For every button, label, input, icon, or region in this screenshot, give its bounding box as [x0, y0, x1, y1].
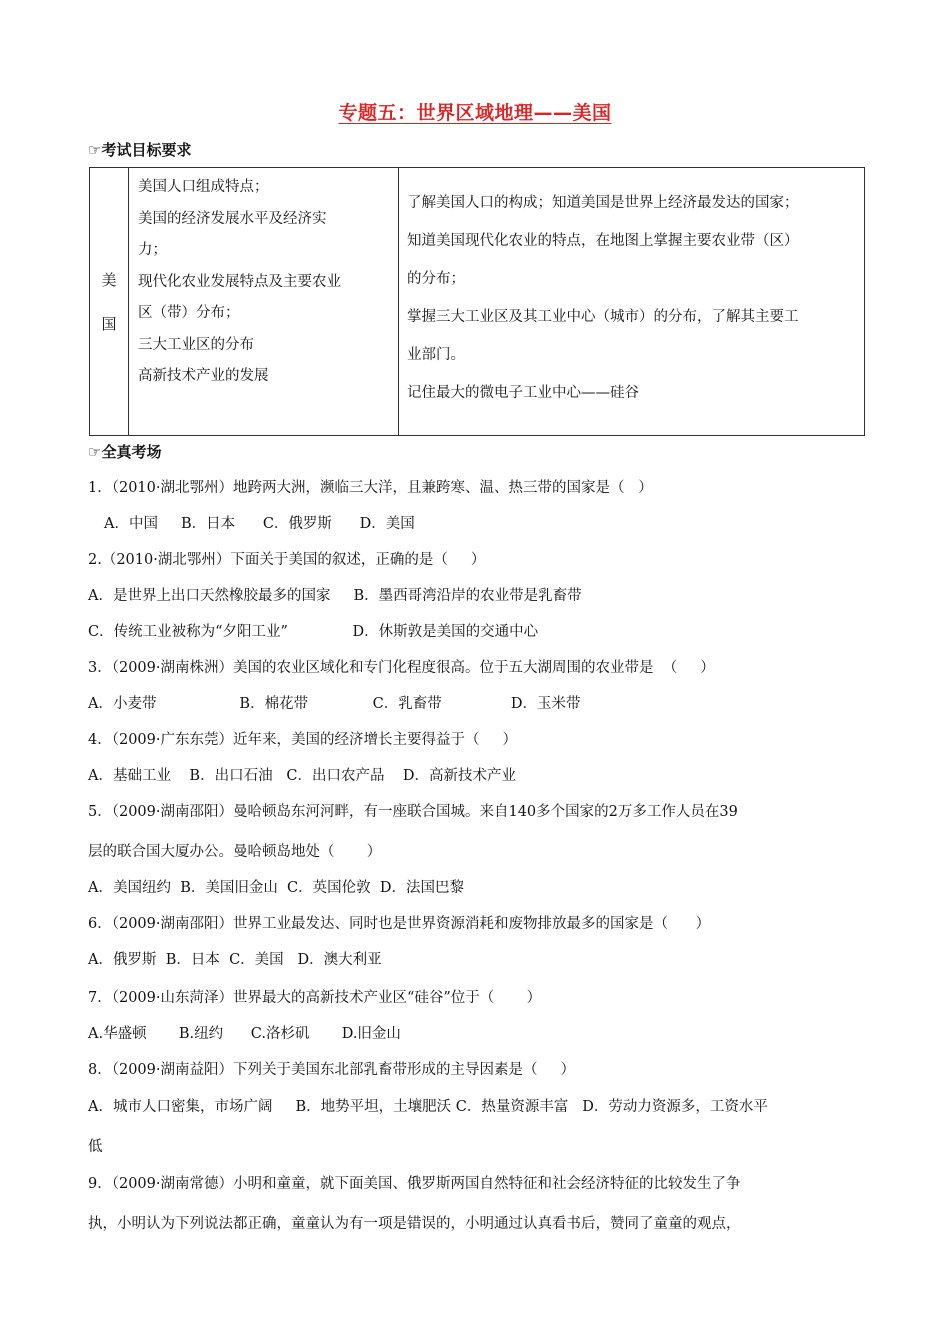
question-3: 3．（2009·湖南株洲）美国的农业区域化和专门化程度很高。位于五大湖周围的农业带是 （ ）	[88, 660, 715, 676]
question-8-options: A．城市人口密集，市场广阔 B．地势平坦，土壤肥沃 C．热量资源丰富 D．劳动力资源多，工资水平	[88, 1099, 768, 1115]
question-3-options: A．小麦带 B．棉花带 C．乳畜带 D．玉米带	[88, 696, 581, 712]
table-requirement-cell	[399, 168, 865, 436]
country-char: 国	[101, 314, 117, 333]
question-6: 6．（2009·湖南邵阳）世界工业最发达、同时也是世界资源消耗和废物排放最多的国家是（ ）	[88, 916, 711, 932]
question-8-continued: 低	[88, 1139, 103, 1155]
question-1: 1．（2010·湖北鄂州）地跨两大洲，濒临三大洋，且兼跨寒、温、热三带的国家是（ ）	[88, 480, 653, 496]
question-9-continued: 执，小明认为下列说法都正确，童童认为有一项是错误的，小明通过认真看书后，赞同了童童的观点，	[88, 1216, 741, 1232]
requirement-line: 掌握三大工业区及其工业中心（城市）的分布，了解其主要工	[407, 309, 799, 325]
requirement-line: 业部门。	[407, 347, 465, 363]
exam-target-table	[89, 167, 865, 436]
question-7: 7．（2009·山东菏泽）世界最大的高新技术产业区“硅谷”位于（ ）	[88, 990, 542, 1006]
country-char: 美	[101, 270, 117, 289]
requirement-line: 了解美国人口的构成；知道美国是世界上经济最发达的国家；	[407, 195, 799, 211]
question-7-options: A.华盛顿 B.纽约 C.洛杉矶 D.旧金山	[88, 1026, 401, 1042]
page-title: 专题五：世界区域地理——美国	[338, 102, 612, 124]
table-country-cell	[90, 168, 129, 436]
content-line: 区（带）分布；	[138, 305, 240, 321]
table-content-cell	[129, 168, 399, 436]
question-2-options-cd: C．传统工业被称为“夕阳工业” D．休斯敦是美国的交通中心	[88, 624, 539, 640]
content-line: 美国人口组成特点；	[138, 179, 269, 195]
requirement-line: 的分布；	[407, 271, 465, 287]
question-1-options: A．中国 B．日本 C．俄罗斯 D．美国	[104, 516, 415, 532]
question-9: 9．（2009·湖南常德）小明和童童，就下面美国、俄罗斯两国自然特征和社会经济特征的比较发生了争	[88, 1176, 741, 1192]
content-line: 现代化农业发展特点及主要农业	[138, 273, 341, 290]
requirement-line: 知道美国现代化农业的特点，在地图上掌握主要农业带（区）	[407, 233, 799, 249]
question-5-options: A．美国纽约 B．美国旧金山 C．英国伦敦 D．法国巴黎	[88, 880, 464, 896]
section-heading-real-exam: ☞全真考场	[88, 443, 162, 461]
section-heading-exam-targets: ☞考试目标要求	[88, 141, 192, 159]
content-line: 力；	[138, 242, 167, 258]
content-line: 美国的经济发展水平及经济实	[138, 210, 327, 227]
question-5: 5．（2009·湖南邵阳）曼哈顿岛东河河畔，有一座联合国城。来自140多个国家的2万多工作人员在39	[88, 804, 738, 820]
question-6-options: A．俄罗斯 B．日本 C．美国 D．澳大利亚	[88, 952, 382, 968]
question-2-options-ab: A．是世界上出口天然橡胶最多的国家 B．墨西哥湾沿岸的农业带是乳畜带	[88, 588, 582, 604]
question-4-options: A．基础工业 B．出口石油 C．出口农产品 D．高新技术产业	[88, 768, 517, 784]
question-2: 2.（2010·湖北鄂州）下面关于美国的叙述，正确的是（ ）	[88, 552, 486, 568]
question-5-continued: 层的联合国大厦办公。曼哈顿岛地处（ ）	[88, 844, 382, 860]
requirement-line: 记住最大的微电子工业中心——硅谷	[407, 385, 639, 401]
content-line: 高新技术产业的发展	[138, 368, 269, 384]
content-line: 三大工业区的分布	[138, 336, 254, 353]
question-4: 4．（2009·广东东莞）近年来，美国的经济增长主要得益于（ ）	[88, 732, 518, 748]
question-8: 8．（2009·湖南益阳）下列关于美国东北部乳畜带形成的主导因素是（ ）	[88, 1062, 576, 1078]
